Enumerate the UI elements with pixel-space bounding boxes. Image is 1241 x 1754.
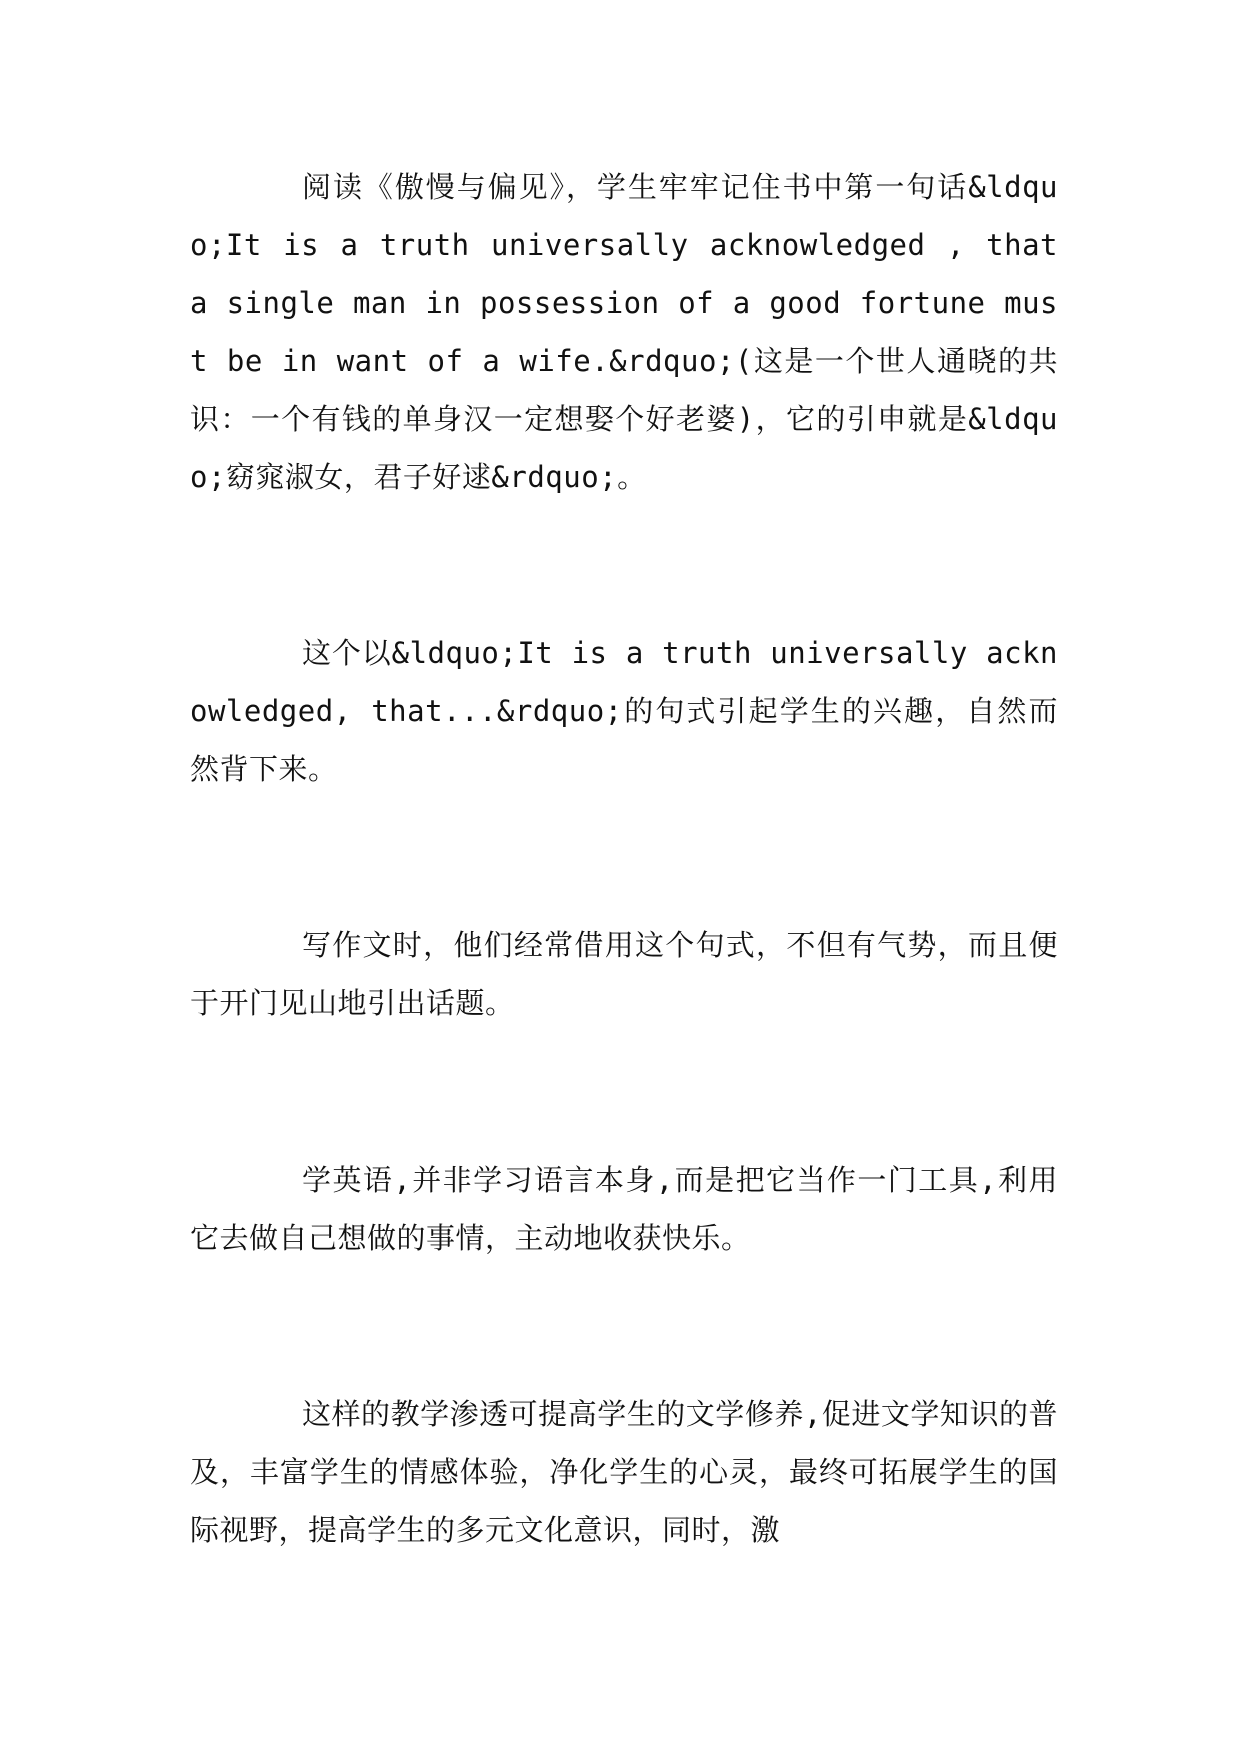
- paragraph-5: 这样的教学渗透可提高学生的文学修养,促进文学知识的普及，丰富学生的情感体验，净化学生的心灵，最终可拓展学生的国际视野，提高学生的多元文化意识，同时，激: [190, 1397, 1058, 1547]
- paragraph-2: 这个以&ldquo;It is a truth universally acknowledged, that...&rdquo;的句式引起学生的兴趣，自然而然背下来。: [190, 636, 1058, 786]
- paragraph-3: 写作文时，他们经常借用这个句式，不但有气势，而且便于开门见山地引出话题。: [190, 928, 1058, 1020]
- paragraph-4: 学英语,并非学习语言本身,而是把它当作一门工具,利用它去做自己想做的事情，主动地收获快乐。: [190, 1163, 1058, 1255]
- paragraph-1: 阅读《傲慢与偏见》，学生牢牢记住书中第一句话&ldquo;It is a truth universally acknowledged , that a single man in possession of a good fortune must be in want of a wife.&rdquo;(这是一个世人通晓的共识：一个有钱的单身汉一定想娶个好老婆)，它的引申就是&ldquo;窈窕淑女，君子好逑&rdquo;。: [190, 170, 1058, 494]
